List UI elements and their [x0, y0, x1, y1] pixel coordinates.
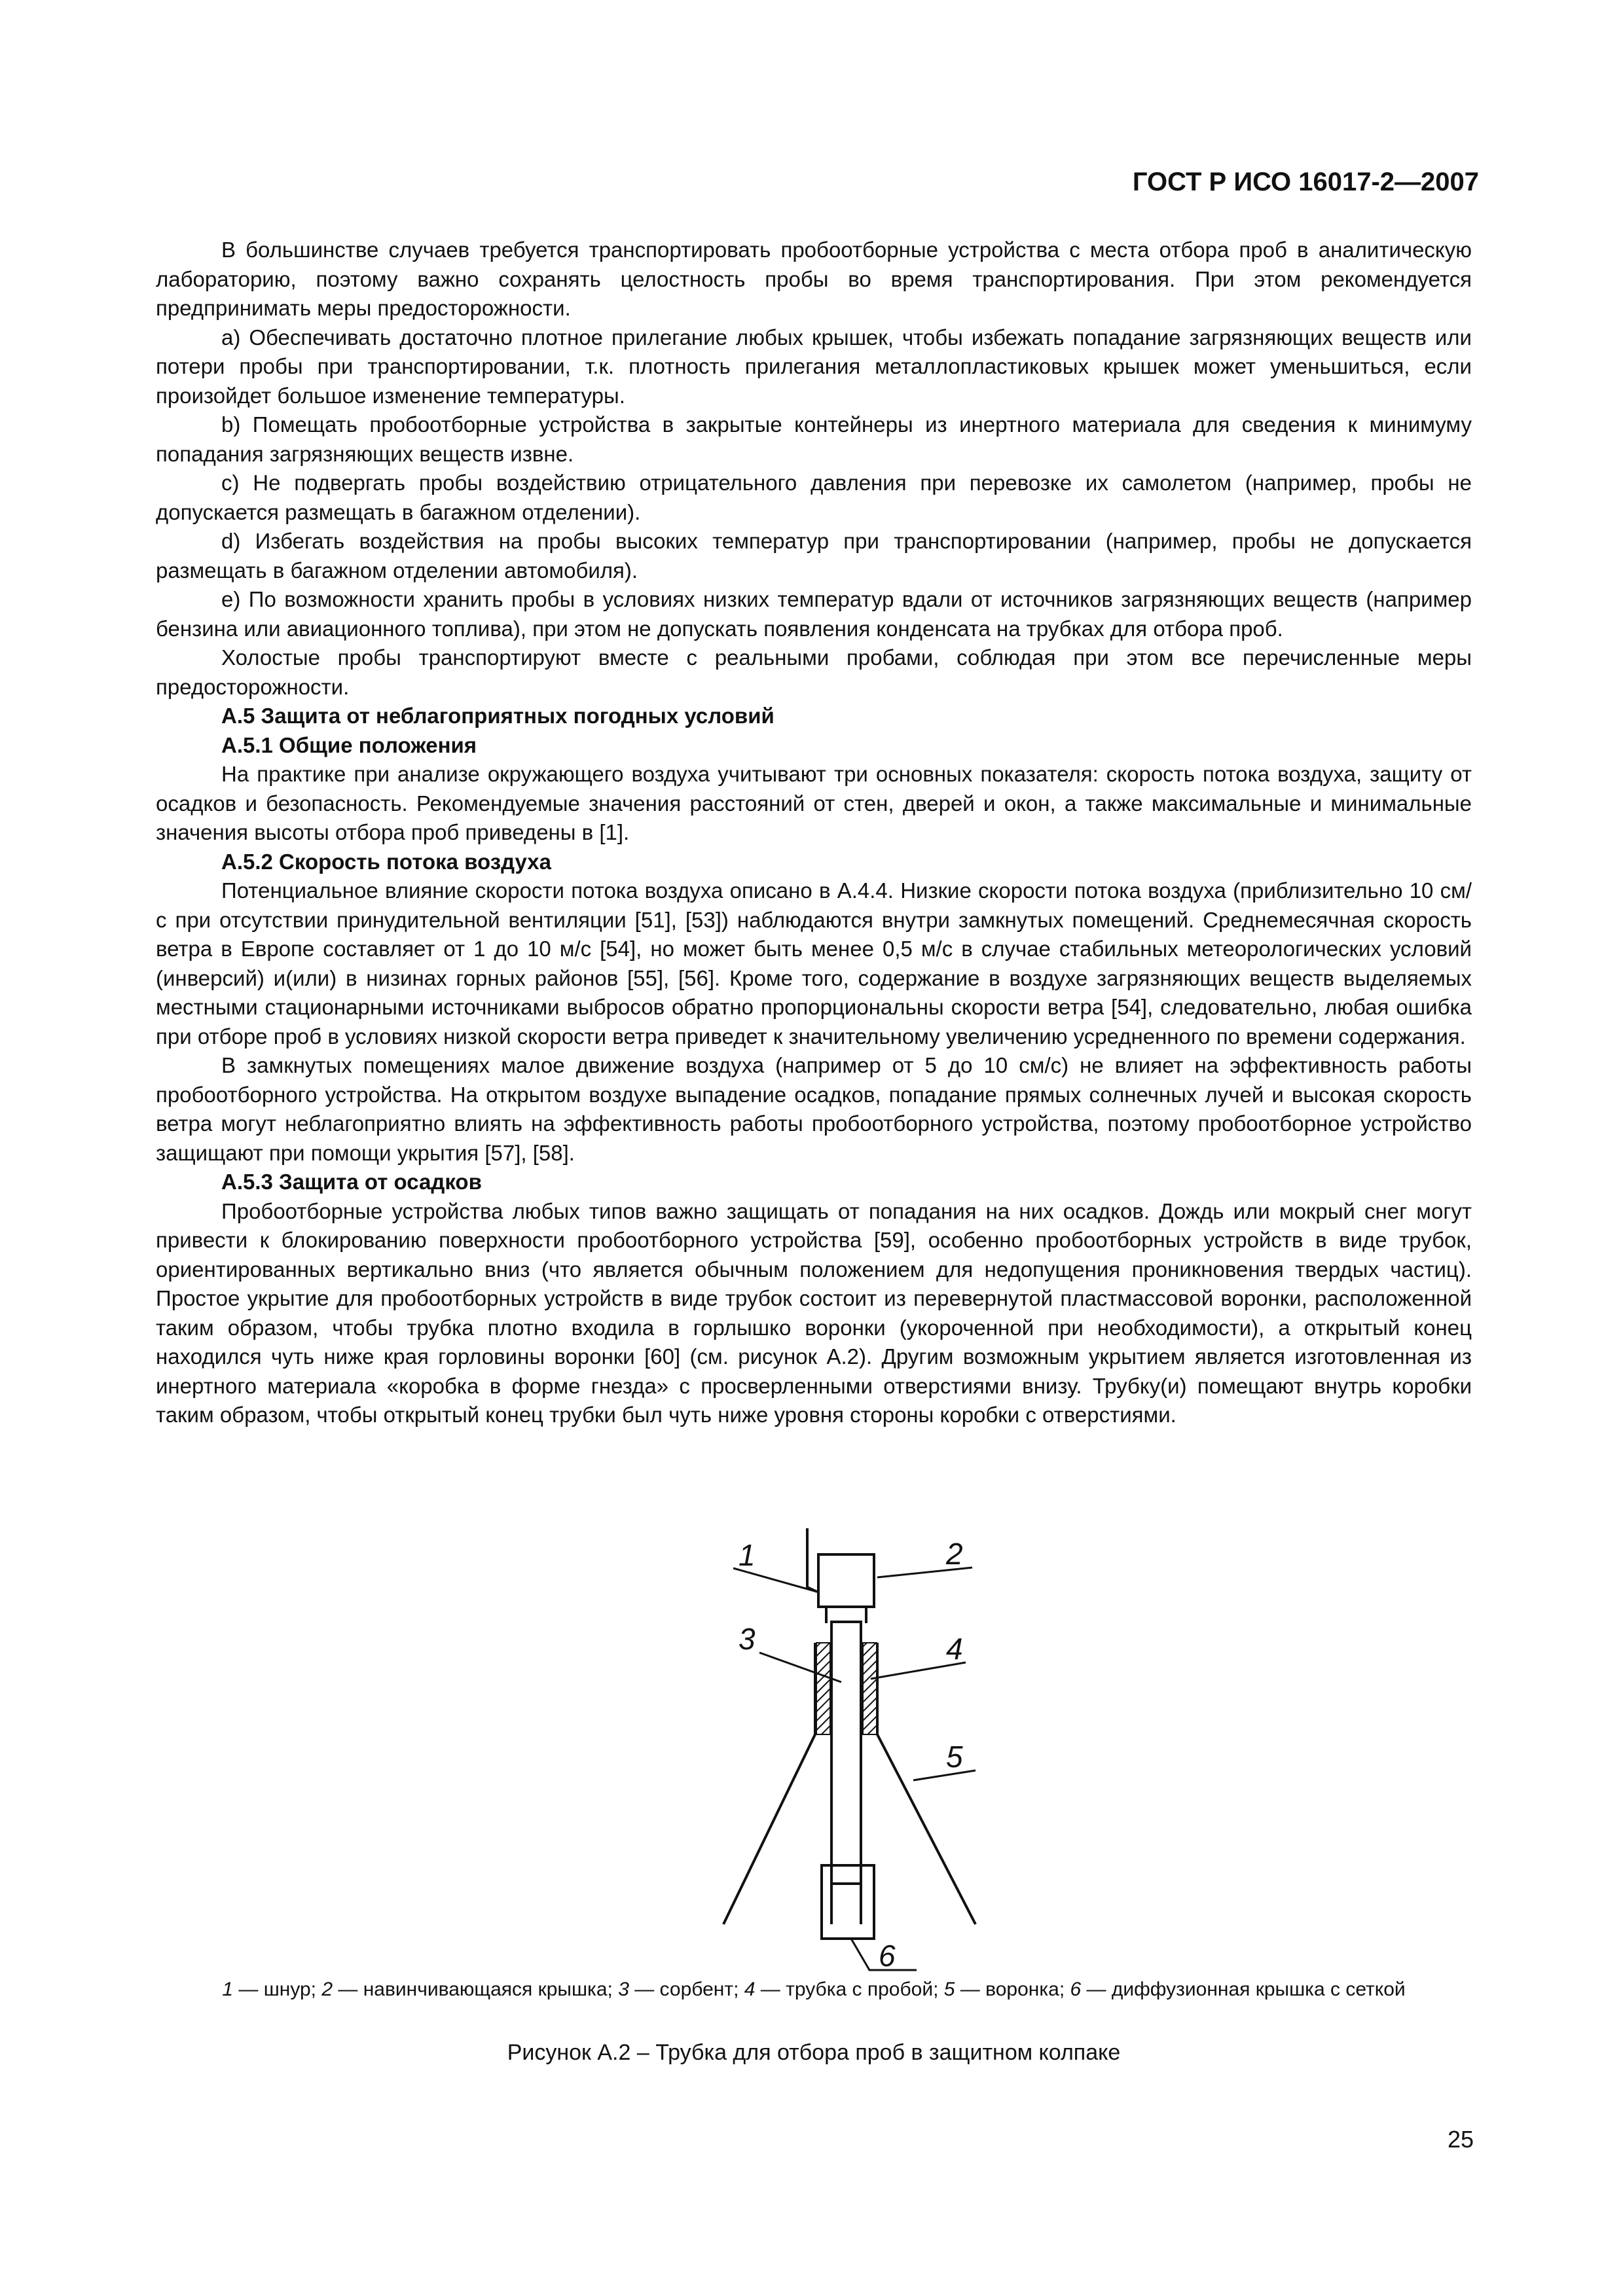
paragraph: Потенциальное влияние скорости потока воздуха описано в А.4.4. Низкие скорости потока воздуха (приблизительно 10 см/с при отсутствии принудительной вентиляции [51], [53]) наблюдаются внутри замкнутых помещений. Среднемесячная скорость ветра в Европе составляет от 1 до 10 м/с [54], но может быть менее 0,5 м/с в случае стабильных метеорологических условий (инверсий) и(или) в низинах горных районов [55], [56]. Кроме того, содержание в воздухе загрязняющих веществ выделяемых местными стационарными источниками выбросов обратно пропорциональны скорости ветра [54], следовательно, любая ошибка при отборе проб в условиях низкой скорости ветра приведет к значительному увеличению усредненного по времени содержания.: [156, 878, 1472, 1049]
figure-label-6: 6: [879, 1939, 896, 1973]
legend-text: — шнур;: [233, 1979, 322, 2000]
paragraph: a) Обеспечивать достаточно плотное прилегание любых крышек, чтобы избежать попадание загрязняющих веществ или потери пробы при транспортировании, т.к. плотность прилегания металлопластиковых крышек может уменьшиться, если произойдет большое изменение температуры.: [156, 325, 1472, 408]
figure-legend: [156, 1977, 1472, 2003]
section-heading-a51: А.5.1 Общие положения: [221, 732, 477, 757]
sample-tube: [831, 1622, 861, 1884]
legend-text: — воронка;: [955, 1979, 1070, 2000]
diffusion-cap: [822, 1865, 874, 1939]
figure-label-3: 3: [739, 1622, 756, 1656]
figure-label-5: 5: [946, 1740, 963, 1774]
funnel-neck-hatching-left: [816, 1643, 830, 1734]
paragraph: На практике при анализе окружающего воздуха учитывают три основных показателя: скорость потока воздуха, защиту от осадков и безопасность. Рекомендуемые значения расстояний от стен, дверей и окон, а также максимальные и минимальные значения высоты отбора проб приведены в [1].: [156, 762, 1472, 844]
figure-label-1: 1: [739, 1538, 756, 1572]
section-heading-a5: А.5 Защита от неблагоприятных погодных условий: [221, 704, 775, 728]
paragraph: В замкнутых помещениях малое движение воздуха (например от 5 до 10 см/с) не влияет на эффективность работы пробоотборного устройства. На открытом воздухе выпадение осадков, попадание прямых солнечных лучей и высокая скорость ветра могут неблагоприятно влиять на эффективность работы пробоотборного устройства, поэтому пробоотборное устройство защищают при помощи укрытия [57], [58].: [156, 1053, 1472, 1165]
paragraph: d) Избегать воздействия на пробы высоких температур при транспортировании (например, пробы не допускается размещать в багажном отделении автомобиля).: [156, 529, 1472, 583]
leader-line-5: [913, 1770, 976, 1780]
legend-text: — трубка с пробой;: [755, 1979, 944, 2000]
document-code-header: ГОСТ Р ИСО 16017-2—2007: [1132, 168, 1479, 196]
figure-sampling-tube-diagram: [704, 1512, 992, 2016]
paragraph: e) По возможности хранить пробы в условиях низких температур вдали от источников загрязняющих веществ (например бензина или авиационного топлива), при этом не допускать появления конденсата на трубках для отбора проб.: [156, 587, 1472, 641]
paragraph: Холостые пробы транспортируют вместе с реальными пробами, соблюдая при этом все перечисленные меры предосторожности.: [156, 645, 1472, 699]
paragraph: Пробоотборные устройства любых типов важно защищать от попадания на них осадков. Дождь или мокрый снег могут привести к блокированию поверхности пробоотборного устройства [59], особенно пробоотборных устройств в виде трубок, ориентированных вертикально вниз (что является обычным положением для недопущения проникновения твердых частиц). Простое укрытие для пробоотборных устройств в виде трубок состоит из перевернутой пластмассовой воронки, расположенной таким образом, чтобы трубка плотно входила в горлышко воронки (укороченной при необходимости), а открытый конец находился чуть ниже края горловины воронки [60] (см. рисунок А.2). Другим возможным укрытием является изготовленная из инертного материала «коробка в форме гнезда» с просверленными отверстиями внизу. Трубку(и) помещают внутрь коробки таким образом, чтобы открытый конец трубки был чуть ниже уровня стороны коробки с отверстиями.: [156, 1198, 1472, 1427]
legend-text: — диффузионная крышка с сеткой: [1081, 1979, 1406, 2000]
section-heading-a53: А.5.3 Защита от осадков: [221, 1170, 482, 1194]
page-number: 25: [1447, 2126, 1474, 2153]
legend-text: — сорбент;: [629, 1979, 744, 2000]
figure-label-4: 4: [946, 1632, 963, 1666]
legend-num: 2: [321, 1979, 333, 2000]
paragraph: b) Помещать пробоотборные устройства в закрытые контейнеры из инертного материала для сведения к минимуму попадания загрязняющих веществ извне.: [156, 412, 1472, 466]
legend-num: 4: [744, 1979, 756, 2000]
legend-num: 5: [943, 1979, 955, 2000]
diffusion-cap-inner: [831, 1884, 861, 1924]
paragraph: В большинстве случаев требуется транспортировать пробоотборные устройства с места отбора проб в аналитическую лабораторию, поэтому важно сохранять целостность пробы во время транспортирования. При этом рекомендуется предпринимать меры предосторожности.: [156, 238, 1472, 320]
cord-line: [807, 1528, 817, 1592]
figure-label-2: 2: [946, 1537, 963, 1571]
funnel-neck-hatching-right: [863, 1643, 877, 1734]
section-heading-a52: А.5.2 Скорость потока воздуха: [221, 849, 551, 874]
paragraph: c) Не подвергать пробы воздействию отрицательного давления при перевозке их самолетом (например, пробы не допускается размещать в багажном отделении).: [156, 471, 1472, 524]
funnel: [723, 1643, 976, 1924]
legend-num: 6: [1070, 1979, 1082, 2000]
legend-text: — навинчивающаяся крышка;: [333, 1979, 619, 2000]
figure-title: Рисунок А.2 – Трубка для отбора проб в защитном колпаке: [507, 2040, 1121, 2065]
screw-cap: [818, 1554, 874, 1607]
legend-num: 1: [222, 1979, 234, 2000]
legend-num: 3: [618, 1979, 629, 2000]
body-text: [156, 236, 1472, 1430]
